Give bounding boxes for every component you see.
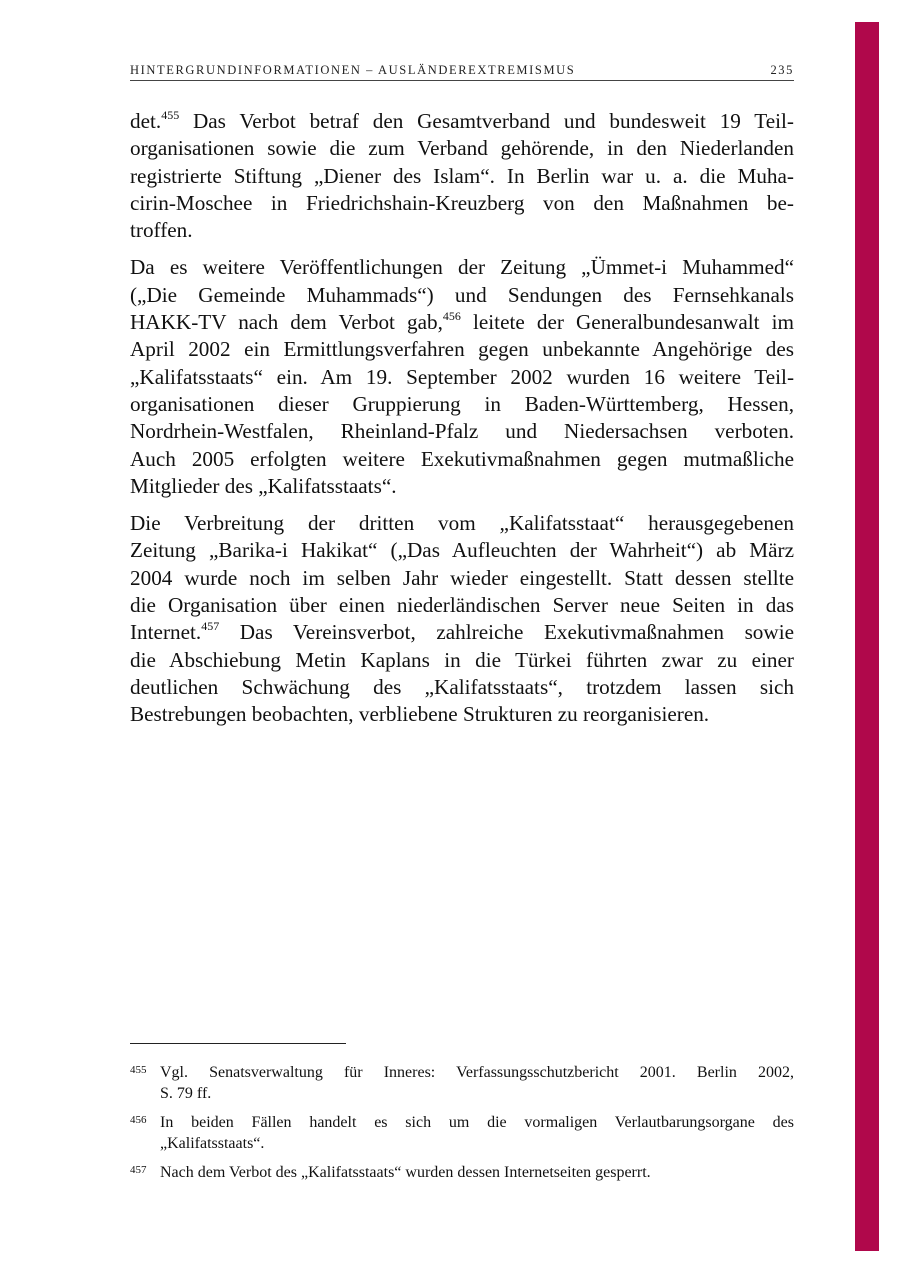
text-run: Bestrebungen beobachten, verbliebene Strukturen zu reorganisieren. bbox=[130, 702, 710, 727]
paragraph bbox=[130, 108, 794, 244]
paragraph bbox=[130, 510, 794, 728]
text-run: det. bbox=[130, 109, 162, 133]
text-run: organisationen dieser Gruppierung in Baden-Württemberg, Hessen, bbox=[130, 391, 794, 416]
footnote-text bbox=[160, 1163, 794, 1184]
footnote-rule bbox=[130, 1043, 346, 1044]
text-line bbox=[130, 364, 794, 391]
text-run: HAKK-TV nach dem Verbot gab, bbox=[130, 310, 443, 335]
text-line bbox=[130, 565, 794, 592]
footnote-text bbox=[160, 1063, 794, 1104]
text-line bbox=[130, 446, 794, 473]
text-line bbox=[130, 190, 794, 217]
text-line bbox=[130, 537, 794, 564]
text-run: Die Verbreitung der dritten vom „Kalifatsstaat“ herausgegebenen bbox=[130, 511, 794, 536]
text-line bbox=[130, 701, 794, 728]
text-line bbox=[130, 336, 794, 363]
text-line bbox=[130, 309, 794, 336]
text-run: 2004 wurde noch im selben Jahr wieder eingestellt. Statt dessen stellte bbox=[130, 565, 794, 590]
text-run: registrierte Stiftung „Diener des Islam“. In Berlin war u. a. die Muha- bbox=[130, 163, 794, 188]
text-run: Internet. bbox=[130, 620, 202, 645]
text-run: April 2002 ein Ermittlungsverfahren gegen unbekannte Angehörige des bbox=[130, 337, 794, 362]
text-line bbox=[130, 418, 794, 445]
text-run: die Abschiebung Metin Kaplans in die Türkei führten zwar zu einer bbox=[130, 647, 794, 672]
footnotes bbox=[130, 1063, 794, 1193]
running-header bbox=[130, 63, 794, 78]
footnote-ref: 457 bbox=[201, 619, 220, 634]
text-line bbox=[130, 391, 794, 418]
footnote-line: Nach dem Verbot des „Kalifatsstaats“ wurden dessen Internetseiten gesperrt. bbox=[160, 1164, 651, 1181]
text-line bbox=[130, 592, 794, 619]
footnote bbox=[130, 1113, 794, 1154]
text-line bbox=[130, 135, 794, 162]
footnote bbox=[130, 1063, 794, 1104]
footnote-number: 457 bbox=[130, 1164, 147, 1176]
text-run: Auch 2005 erfolgten weitere Exekutivmaßnahmen gegen mutmaßliche bbox=[130, 446, 794, 471]
text-run: Das Vereinsverbot, zahlreiche Exekutivmaßnahmen sowie bbox=[219, 620, 794, 645]
text-run: troffen. bbox=[130, 218, 193, 243]
paragraph bbox=[130, 254, 794, 500]
text-line bbox=[130, 108, 794, 135]
footnote-ref: 455 bbox=[161, 108, 180, 122]
text-run: Zeitung „Barika-i Hakikat“ („Das Aufleuchten der Wahrheit“) ab März bbox=[130, 538, 794, 563]
text-run: „Kalifatsstaats“ ein. Am 19. September 2002 wurden 16 weitere Teil- bbox=[130, 364, 794, 389]
text-line bbox=[130, 217, 794, 244]
text-run: leitete der Generalbundesanwalt im bbox=[460, 310, 794, 335]
footnote-number: 455 bbox=[130, 1064, 147, 1076]
text-run: („Die Gemeinde Muhammads“) und Sendungen des Fernsehkanals bbox=[130, 282, 794, 307]
text-line bbox=[130, 619, 794, 646]
text-line bbox=[130, 163, 794, 190]
text-line bbox=[130, 510, 794, 537]
footnote bbox=[130, 1163, 794, 1184]
text-line bbox=[130, 473, 794, 500]
page-number: 235 bbox=[770, 63, 794, 77]
footnote-line: S. 79 ff. bbox=[160, 1084, 212, 1102]
header-rule bbox=[130, 80, 794, 81]
side-color-bar bbox=[855, 22, 879, 1251]
footnote-line: In beiden Fällen handelt es sich um die vormaligen Verlautbarungsorgane des bbox=[160, 1114, 794, 1131]
text-run: cirin-Moschee in Friedrichshain-Kreuzberg von den Maßnahmen be- bbox=[130, 190, 794, 215]
footnote-number: 456 bbox=[130, 1114, 147, 1126]
text-line bbox=[130, 254, 794, 281]
text-line bbox=[130, 647, 794, 674]
text-run: deutlichen Schwächung des „Kalifatsstaats“, trotzdem lassen sich bbox=[130, 674, 794, 699]
text-run: Nordrhein-Westfalen, Rheinland-Pfalz und Niedersachsen verboten. bbox=[130, 419, 794, 444]
text-line bbox=[130, 674, 794, 701]
footnote-line: „Kalifatsstaats“. bbox=[160, 1134, 265, 1152]
text-run: die Organisation über einen niederländischen Server neue Seiten in das bbox=[130, 593, 794, 618]
text-run: organisationen sowie die zum Verband gehörende, in den Niederlanden bbox=[130, 136, 794, 161]
text-run: Das Verbot betraf den Gesamtverband und bundesweit 19 Teil- bbox=[179, 109, 794, 133]
footnote-line: Vgl. Senatsverwaltung für Inneres: Verfassungsschutzbericht 2001. Berlin 2002, bbox=[160, 1064, 794, 1081]
footnote-ref: 456 bbox=[442, 309, 461, 324]
text-run: Mitglieder des „Kalifatsstaats“. bbox=[130, 473, 397, 498]
text-run: Da es weitere Veröffentlichungen der Zeitung „Ümmet-i Muhammed“ bbox=[130, 255, 794, 280]
body-text bbox=[130, 108, 794, 739]
header-title: HINTERGRUNDINFORMATIONEN – AUSLÄNDEREXTREMISMUS bbox=[130, 63, 576, 77]
footnote-text bbox=[160, 1113, 794, 1154]
text-line bbox=[130, 282, 794, 309]
